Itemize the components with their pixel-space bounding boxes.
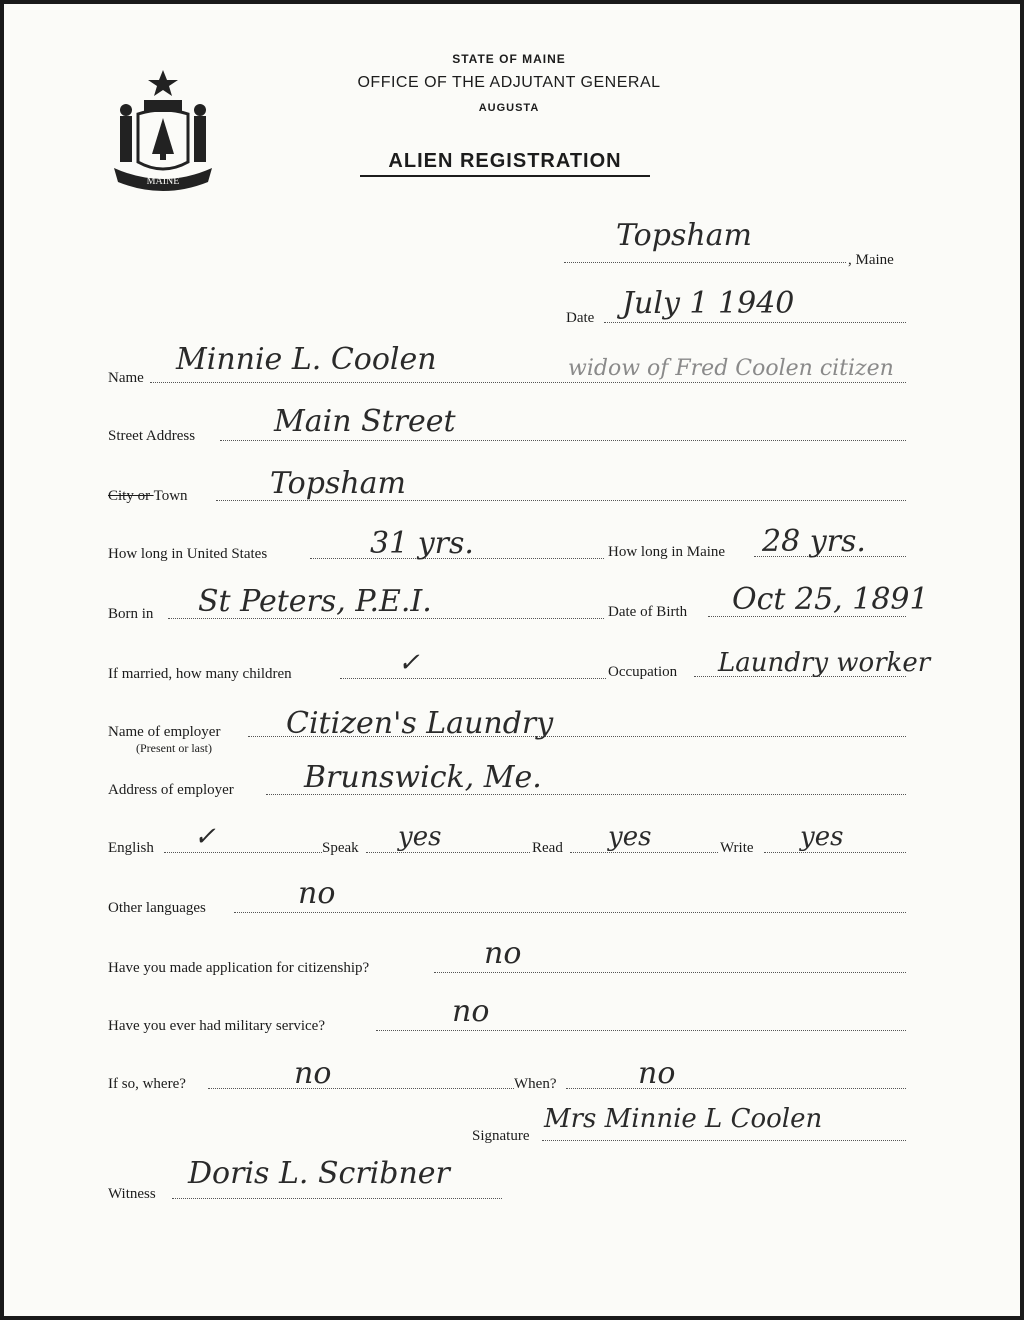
office-heading: OFFICE OF THE ADJUTANT GENERAL bbox=[357, 74, 661, 91]
town-label bbox=[108, 488, 188, 505]
dob-label: Date of Birth bbox=[608, 604, 688, 620]
us-time-value: 31 yrs. bbox=[370, 526, 474, 561]
write-value: yes bbox=[800, 822, 844, 852]
maine-state-seal bbox=[108, 66, 218, 194]
street-value: Main Street bbox=[274, 404, 456, 439]
read-label: Read bbox=[532, 840, 563, 856]
date-line bbox=[604, 322, 906, 323]
where-label: If so, where? bbox=[108, 1076, 186, 1092]
name-line bbox=[150, 382, 906, 383]
signature-line bbox=[542, 1140, 906, 1141]
town-label-text: Town bbox=[153, 488, 188, 504]
town-top-line bbox=[564, 262, 846, 263]
read-line bbox=[570, 852, 718, 853]
witness-line bbox=[172, 1198, 502, 1199]
read-value: yes bbox=[608, 822, 652, 852]
where-value: no bbox=[294, 1056, 332, 1091]
military-value: no bbox=[452, 994, 490, 1029]
citizenship-line bbox=[434, 972, 906, 973]
maine-time-value: 28 yrs. bbox=[762, 524, 866, 559]
english-value: ✓ bbox=[194, 822, 216, 852]
name-label: Name bbox=[108, 370, 144, 386]
write-line bbox=[764, 852, 906, 853]
english-line bbox=[164, 852, 322, 853]
employer-sublabel: (Present or last) bbox=[136, 741, 212, 755]
city-heading: AUGUSTA bbox=[478, 102, 540, 114]
employer-value: Citizen's Laundry bbox=[286, 706, 554, 741]
military-label: Have you ever had military service? bbox=[108, 1018, 325, 1034]
name-note: widow of Fred Coolen citizen bbox=[568, 356, 894, 381]
occupation-label: Occupation bbox=[608, 664, 678, 680]
state-heading: STATE OF MAINE bbox=[452, 52, 566, 66]
born-in-value: St Peters, P.E.I. bbox=[198, 584, 432, 619]
when-line bbox=[566, 1088, 906, 1089]
write-label: Write bbox=[720, 840, 754, 856]
us-time-label: How long in United States bbox=[108, 546, 268, 562]
seal-lettering: MAINE bbox=[146, 176, 180, 187]
employer-label: Name of employer bbox=[108, 724, 221, 740]
other-languages-value: no bbox=[298, 876, 336, 911]
witness-value: Doris L. Scribner bbox=[188, 1156, 450, 1191]
maine-label: , Maine bbox=[848, 252, 894, 268]
military-line bbox=[376, 1030, 906, 1031]
born-in-label: Born in bbox=[108, 606, 154, 622]
town-value: Topsham bbox=[270, 466, 406, 501]
speak-line bbox=[366, 852, 530, 853]
children-value: ✓ bbox=[398, 648, 420, 678]
citizenship-label: Have you made application for citizenship? bbox=[108, 960, 370, 976]
street-line bbox=[220, 440, 906, 441]
when-label: When? bbox=[514, 1076, 557, 1092]
speak-label: Speak bbox=[322, 840, 359, 856]
maine-time-label: How long in Maine bbox=[608, 544, 726, 560]
speak-value: yes bbox=[398, 822, 442, 852]
witness-label: Witness bbox=[108, 1186, 156, 1202]
other-languages-line bbox=[234, 912, 906, 913]
form-title: ALIEN REGISTRATION bbox=[360, 150, 650, 177]
children-line bbox=[340, 678, 606, 679]
children-label: If married, how many children bbox=[108, 666, 292, 682]
signature-value: Mrs Minnie L Coolen bbox=[544, 1104, 823, 1134]
english-label: English bbox=[108, 840, 154, 856]
town-top-value: Topsham bbox=[616, 218, 752, 253]
date-label: Date bbox=[566, 310, 595, 326]
occupation-value: Laundry worker bbox=[718, 648, 931, 678]
street-label: Street Address bbox=[108, 428, 196, 444]
town-label-struck: City or bbox=[108, 488, 154, 504]
when-value: no bbox=[638, 1056, 676, 1091]
registration-form-page bbox=[4, 4, 1020, 1316]
date-value: July 1 1940 bbox=[622, 286, 795, 321]
dob-value: Oct 25, 1891 bbox=[732, 582, 929, 617]
employer-address-label: Address of employer bbox=[108, 782, 234, 798]
employer-address-value: Brunswick, Me. bbox=[304, 760, 542, 795]
citizenship-value: no bbox=[484, 936, 522, 971]
name-value: Minnie L. Coolen bbox=[176, 342, 437, 377]
where-line bbox=[208, 1088, 514, 1089]
signature-label: Signature bbox=[472, 1128, 530, 1144]
other-languages-label: Other languages bbox=[108, 900, 206, 916]
